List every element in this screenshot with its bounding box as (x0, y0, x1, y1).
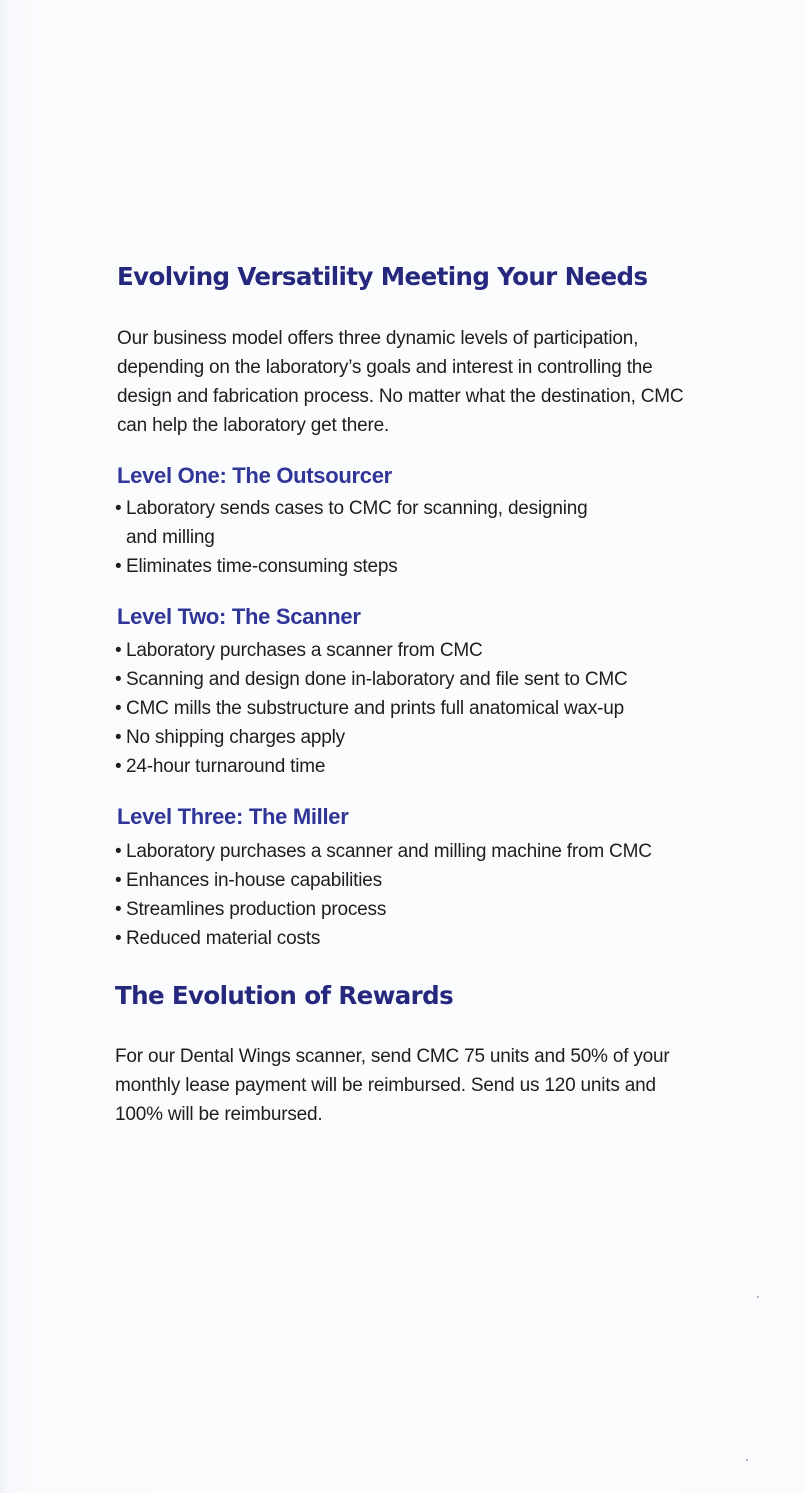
level-two-title: Level Two: The Scanner (117, 604, 361, 629)
intro-paragraph: Our business model offers three dynamic levels of participation, depending on the laboratory’s goals and interest in controlling the design and fabrication process. No matter what the destination, CMC can help the laboratory get there. (117, 328, 684, 436)
bullet-item-continuation: and milling (126, 527, 215, 548)
level-one-bullets (115, 494, 588, 581)
bullet-item: • Reduced material costs (115, 924, 652, 953)
bullet-item: • 24-hour turnaround time (115, 752, 628, 781)
bullet-icon: • (115, 640, 122, 661)
bullet-item: • Laboratory purchases a scanner and milling machine from CMC (115, 837, 652, 866)
level-one-title: Level One: The Outsourcer (117, 463, 392, 488)
section-heading-versatility: Evolving Versatility Meeting Your Needs (117, 262, 648, 291)
bullet-icon: • (115, 899, 122, 920)
bullet-icon: • (115, 870, 122, 891)
bullet-item: • Eliminates time-consuming steps (115, 552, 588, 581)
bullet-icon: • (115, 498, 122, 519)
bullet-item: • Streamlines production process (115, 895, 652, 924)
section-heading-rewards: The Evolution of Rewards (115, 981, 454, 1010)
bullet-icon: • (115, 841, 122, 862)
bullet-icon: • (115, 698, 122, 719)
bullet-icon: • (115, 669, 122, 690)
level-three-bullets (115, 837, 652, 953)
bullet-icon: • (115, 928, 122, 949)
bullet-item: • Laboratory purchases a scanner from CMC (115, 636, 628, 665)
bullet-item: • No shipping charges apply (115, 723, 628, 752)
level-two-bullets (115, 636, 628, 781)
scan-speck (746, 1459, 748, 1461)
level-three-title: Level Three: The Miller (117, 804, 349, 829)
bullet-icon: • (115, 756, 122, 777)
bullet-item: • Laboratory sends cases to CMC for scanning, designing (115, 494, 588, 523)
bullet-item: • Scanning and design done in-laboratory and file sent to CMC (115, 665, 628, 694)
bullet-icon: • (115, 556, 122, 577)
bullet-item: • Enhances in-house capabilities (115, 866, 652, 895)
bullet-icon: • (115, 727, 122, 748)
bullet-item: • CMC mills the substructure and prints full anatomical wax-up (115, 694, 628, 723)
rewards-paragraph: For our Dental Wings scanner, send CMC 75 units and 50% of your monthly lease payment will be reimbursed. Send us 120 units and 100% will be reimbursed. (115, 1046, 670, 1125)
scan-speck (757, 1296, 759, 1298)
